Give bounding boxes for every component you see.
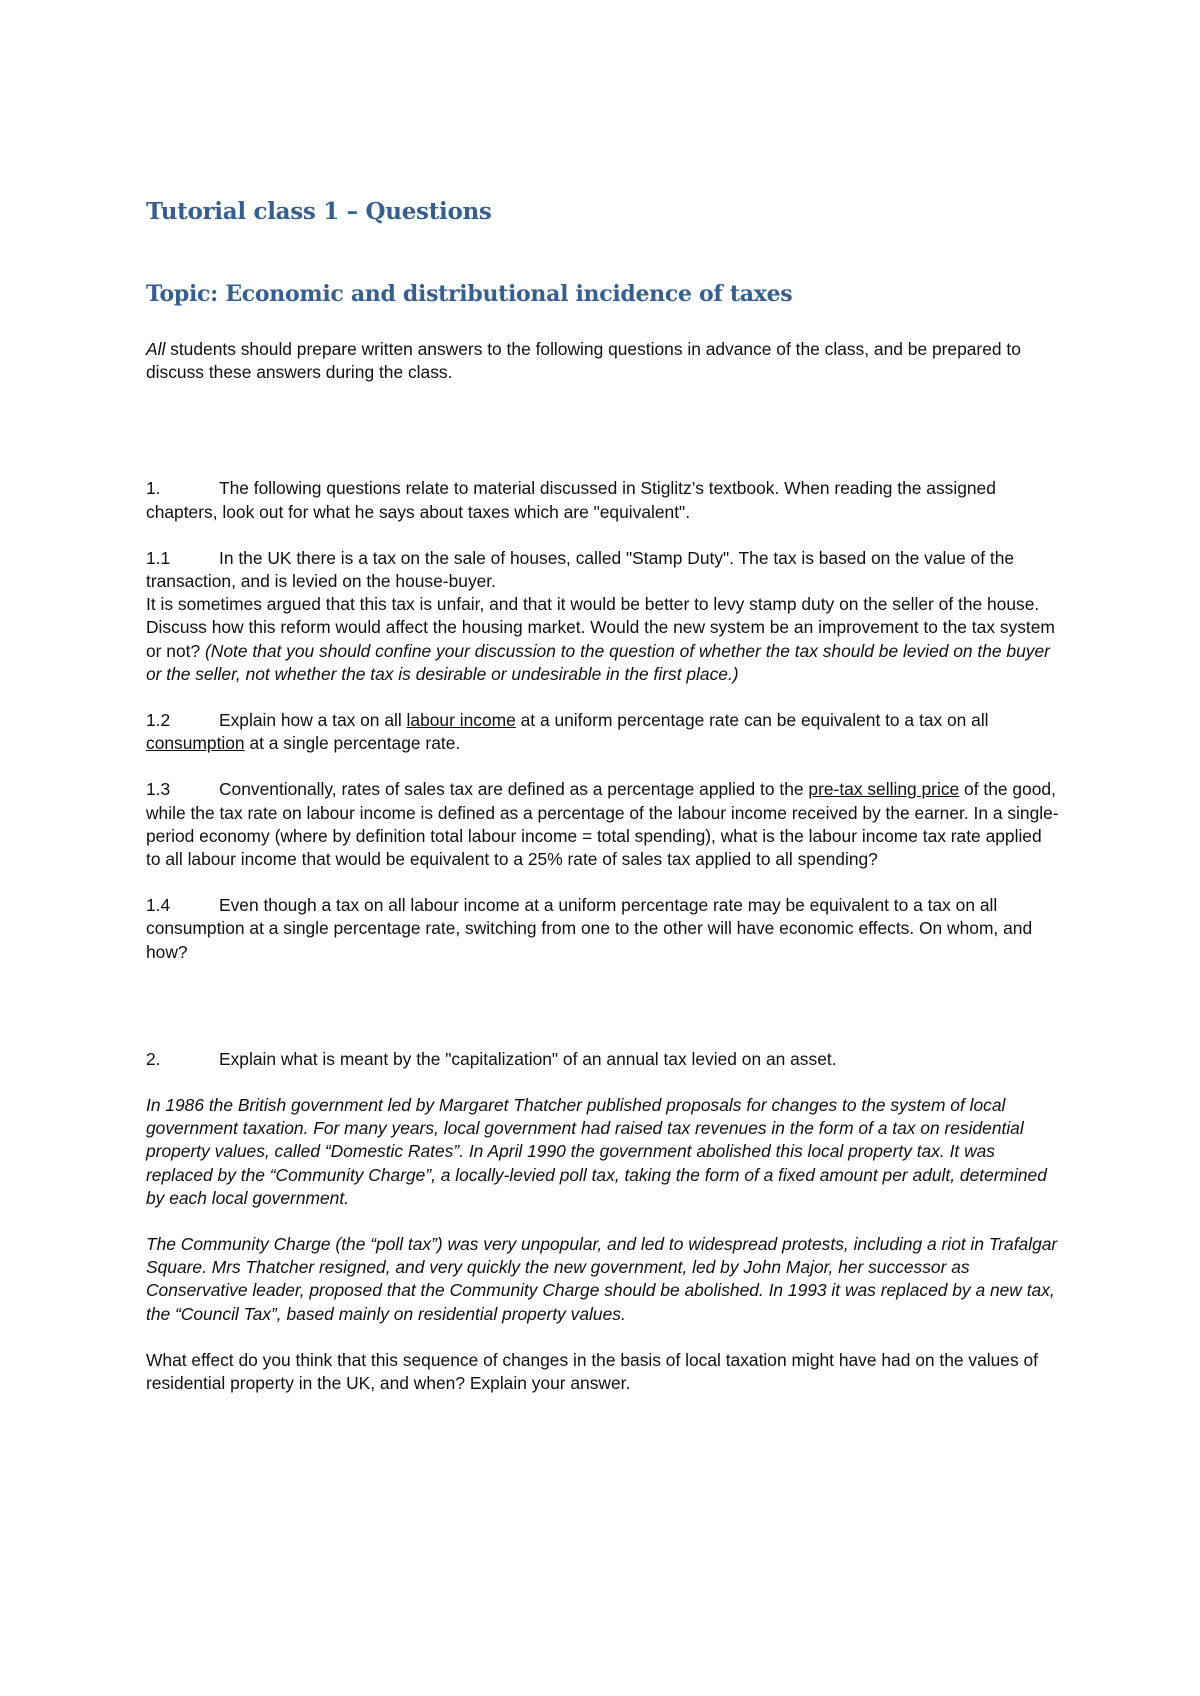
question-text: at a single percentage rate. — [244, 733, 461, 754]
question-1-4 — [146, 894, 1060, 964]
context-text: The Community Charge (the “poll tax”) was very unpopular, and led to widespread protests, including a riot in Trafalgar Square. Mrs Thatcher resigned, and very quickly the new government, led by John Major, her successor as Conservative leader, proposed that the Community Charge should be abolished. In 1993 it was replaced by a new tax, the “Council Tax”, based mainly on residential property values. — [146, 1234, 1058, 1324]
question-number: 1.2 — [146, 710, 171, 731]
question-text: Even though a tax on all labour income at a uniform percentage rate may be equivalent to a tax on all consumption at a single percentage rate, switching from one to the other will have economic effects. On whom, and how? — [146, 895, 1033, 962]
question-1-1-line1 — [146, 547, 1060, 593]
question-text: The following questions relate to material discussed in Stiglitz’s textbook. When reading the assigned chapters, look out for what he says about taxes which are "equivalent". — [146, 478, 996, 522]
question-text: Conventionally, rates of sales tax are defined as a percentage applied to the — [219, 779, 809, 800]
intro-paragraph — [146, 338, 1060, 384]
page-title: Tutorial class 1 – Questions — [146, 198, 492, 225]
question-1-1-line3 — [146, 616, 1060, 686]
intro-text: students should prepare written answers to the following questions in advance of the class, and be prepared to discuss these answers during the class. — [146, 339, 1021, 383]
question-text: Explain how a tax on all — [219, 710, 407, 731]
question-number: 1. — [146, 478, 161, 499]
question-text: Discuss how this reform would affect the housing market. Would the new system be an improvement to the tax system or not? — [146, 617, 1055, 661]
question-2-context-paragraph-1 — [146, 1094, 1060, 1210]
question-1-1-line2: It is sometimes argued that this tax is unfair, and that it would be better to levy stamp duty on the seller of the house. — [146, 594, 1040, 615]
topic-heading: Topic: Economic and distributional incidence of taxes — [146, 281, 793, 307]
question-number: 2. — [146, 1048, 161, 1069]
question-2-context-paragraph-2 — [146, 1233, 1060, 1326]
question-number: 1.1 — [146, 547, 171, 568]
question-1-3 — [146, 778, 1060, 871]
question-number: 1.4 — [146, 895, 171, 916]
question-2-final-question: What effect do you think that this sequence of changes in the basis of local taxation might have had on the values of residential property in the UK, and when? Explain your answer. — [146, 1349, 1039, 1394]
underlined-term: pre-tax selling price — [808, 779, 960, 800]
question-text: at a uniform percentage rate can be equivalent to a tax on all — [515, 710, 989, 731]
intro-emphasis: All — [146, 339, 166, 359]
question-1 — [146, 477, 1060, 523]
question-text: In the UK there is a tax on the sale of houses, called "Stamp Duty". The tax is based on the value of the transaction, and is levied on the house-buyer. — [146, 547, 1015, 592]
underlined-term: labour income — [406, 710, 516, 731]
question-1-2 — [146, 709, 1060, 755]
question-2 — [146, 1048, 1060, 1071]
question-number: 1.3 — [146, 779, 171, 800]
context-text: In 1986 the British government led by Margaret Thatcher published proposals for changes to the system of local government taxation. For many years, local government had raised tax revenues in the form of a tax on residential property values, called “Domestic Rates”. In April 1990 the government abolished this local property tax. It was replaced by the “Community Charge”, a locally-levied poll tax, taking the form of a fixed amount per adult, determined by each local government. — [146, 1095, 1047, 1208]
question-note: (Note that you should confine your discussion to the question of whether the tax should be levied on the buyer or the seller, not whether the tax is desirable or undesirable in the first place.) — [146, 640, 1050, 684]
underlined-term: consumption — [146, 733, 245, 754]
question-1-1 — [146, 547, 1060, 686]
question-text: of the good, while the tax rate on labour income is defined as a percentage of the labour income received by the earner. In a single-period economy (where by definition total labour income = total spending), what is the labour income tax rate applied to all labour income that would be equivalent to a 25% rate of sales tax applied to all spending? — [146, 779, 1059, 870]
question-text: Explain what is meant by the "capitalization" of an annual tax levied on an asset. — [219, 1048, 837, 1069]
